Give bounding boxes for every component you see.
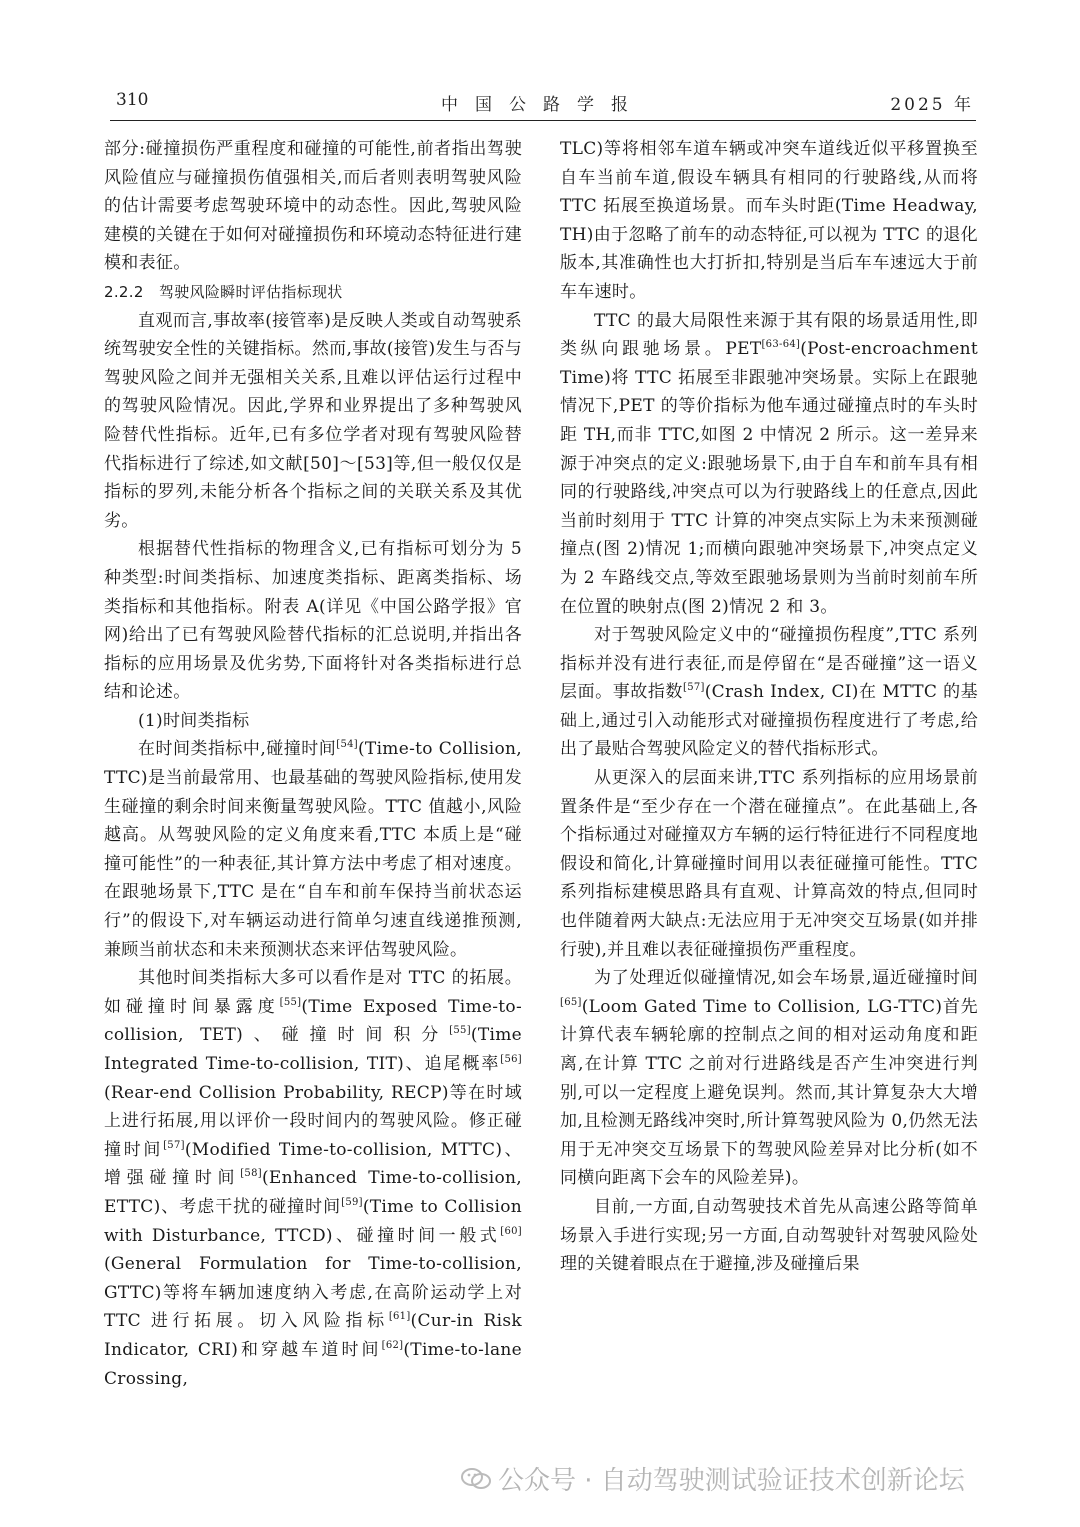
paragraph-continued bbox=[560, 135, 978, 307]
text-run: 为了处理近似碰撞情况,如会车场景,逼近碰撞时间 bbox=[594, 968, 978, 989]
text-run: 从更深入的层面来讲,TTC 系列指标的应用场景前置条件是“至少存在一个潜在碰撞点”。在此基础上,各个指标通过对碰撞双方车辆的运行特征进行不同程度地假设和简化,计算碰撞时间用以表征碰撞可能性。TTC 系列指标建模思路具有直观、计算高效的特点,但同时也伴随着两大缺点:无法应用于无冲突交互场景(如并排行驶),并且难以表征碰撞损伤严重程度。 bbox=[560, 768, 978, 960]
text-run: 其他时间类指标大多可以看作是对 TTC 的拓展。如碰撞时间暴露度 bbox=[104, 968, 522, 1017]
text-run: TLC)等将相邻车道车辆或冲突车道线近似平移置换至自车当前车道,假设车辆具有相同的行驶路线,从而将 TTC 拓展至换道场景。而车头时距(Time Headway, TH)由于忽略了前车的动态特征,可以视为 TTC 的退化版本,其准确性也大打折扣,特别是当后车车速远大于前车车速时。 bbox=[560, 139, 978, 302]
wechat-icon bbox=[460, 1466, 492, 1492]
paragraph bbox=[560, 1193, 978, 1279]
watermark-text: 公众号 · 自动驾驶测试验证技术创新论坛 bbox=[498, 1466, 965, 1496]
text-run: (Time-to Collision, TTC)是当前最常用、也最基础的驾驶风险指标,使用发生碰撞的剩余时间来衡量驾驶风险。TTC 值越小,风险越高。从驾驶风险的定义角度来看,TTC 本质上是“碰撞可能性”的一种表征,其计算方法中考虑了相对速度。在跟驰场景下,TTC 是在“自车和前车保持当前状态运行”的假设下,对车辆运动进行简单匀速直线递推预测,兼顾当前状态和未来预测状态来评估驾驶风险。 bbox=[104, 739, 522, 960]
text-run: (Post-encroachment Time)将 TTC 拓展至非跟驰冲突场景。实际上在跟驰情况下,PET 的等价指标为他车通过碰撞点时的车头时距 TH,而非 TTC,如图 2 中情况 2 所示。这一差异来源于冲突点的定义:跟驰场景下,由于自车和前车具有相同的行驶路线,冲突点可以为行驶路线上的任意点,因此当前时刻用于 TTC 计算的冲突点实际上为未来预测碰撞点(图 2)情况 1;而横向跟驰冲突场景下,冲突点定义为 2 车路线交点,等效至跟驰场景则为当前时刻前车所在位置的映射点(图 2)情况 2 和 3。 bbox=[560, 339, 978, 617]
text-run: (General Formulation for Time-to-collision, GTTC)等将车辆加速度纳入考虑,在高阶运动学上对 TTC 进行拓展。切入风险指标 bbox=[104, 1254, 522, 1332]
text-run: (Enhanced Time-to-collision, ETTC)、考虑干扰的碰撞时间 bbox=[104, 1168, 522, 1217]
text-run: 部分:碰撞损伤严重程度和碰撞的可能性,前者指出驾驶风险值应与碰撞损伤值强相关,而后者则表明驾驶风险的估计需要考虑驾驶环境中的动态性。因此,驾驶风险建模的关键在于如何对碰撞损伤和环境动态特征进行建模和表征。 bbox=[104, 139, 522, 274]
citation-ref: [57] bbox=[683, 682, 705, 694]
citation-ref: [55] bbox=[449, 1025, 471, 1037]
citation-ref: [58] bbox=[240, 1168, 262, 1180]
citation-ref: [55] bbox=[279, 996, 302, 1008]
text-run: (Cur-in Risk Indicator, CRI)和穿越车道时间 bbox=[104, 1311, 522, 1360]
text-run: (Time to Collision with Disturbance, TTCD)、碰撞时间一般式 bbox=[104, 1196, 522, 1246]
text-run: TTC 的最大局限性来源于其有限的场景适用性,即类纵向跟驰场景。PET bbox=[560, 310, 978, 360]
left-text-column bbox=[104, 135, 522, 1393]
citation-ref: [62] bbox=[381, 1339, 404, 1351]
text-run: 对于驾驶风险定义中的“碰撞损伤程度”,TTC 系列指标并没有进行表征,而是停留在“是否碰撞”这一语义层面。事故指数 bbox=[560, 625, 978, 703]
subsection-heading bbox=[104, 707, 522, 736]
citation-ref: [54] bbox=[336, 739, 358, 751]
text-run: 目前,一方面,自动驾驶技术首先从高速公路等简单场景入手进行实现;另一方面,自动驾驶针对驾驶风险处理的关键着眼点在于避撞,涉及碰撞后果 bbox=[560, 1196, 978, 1275]
section-heading bbox=[104, 278, 522, 307]
text-run: (Modified Time-to-collision, MTTC)、增强碰撞时间 bbox=[104, 1139, 522, 1189]
citation-ref: [61] bbox=[388, 1311, 411, 1323]
citation-ref: [57] bbox=[163, 1139, 185, 1151]
paragraph bbox=[104, 964, 522, 1393]
journal-title: 中国公路学报 bbox=[441, 95, 645, 115]
text-run: (Loom Gated Time to Collision, LG-TTC)首先计算代表车辆轮廓的控制点之间的相对运动角度和距离,在计算 TTC 之前对行进路线是否产生冲突进行判别,可以一定程度上避免误判。然而,其计算复杂大大增加,且检测无路线冲突时,所计算驾驶风险为 0,仍然无法用于无冲突交互场景下的驾驶风险差异对比分析(如不同横向距离下会车的风险差异)。 bbox=[560, 996, 978, 1189]
text-run: 2.2.2 驾驶风险瞬时评估指标现状 bbox=[104, 282, 343, 301]
text-run: (1)时间类指标 bbox=[138, 710, 250, 731]
paragraph bbox=[104, 307, 522, 536]
paragraph-continued bbox=[104, 135, 522, 278]
citation-ref: [56] bbox=[500, 1054, 522, 1065]
publication-year: 2025 年 bbox=[890, 95, 974, 115]
text-run: (Rear-end Collision Probability, RECP)等在时域上进行拓展,用以评价一段时间内的驾驶风险。修正碰撞时间 bbox=[104, 1082, 522, 1160]
wechat-watermark bbox=[460, 1460, 1060, 1500]
citation-ref: [59] bbox=[341, 1196, 363, 1208]
paragraph bbox=[104, 535, 522, 707]
citation-ref: [63-64] bbox=[761, 339, 801, 351]
text-run: 根据替代性指标的物理含义,已有指标可划分为 5 种类型:时间类指标、加速度类指标、距离类指标、场类指标和其他指标。附表 A(详见《中国公路学报》官网)给出了已有驾驶风险替代指标的汇总说明,并指出各指标的应用场景及优劣势,下面将针对各类指标进行总结和论述。 bbox=[104, 539, 522, 703]
citation-ref: [60] bbox=[500, 1225, 522, 1237]
citation-ref: [65] bbox=[560, 996, 582, 1008]
text-run: (Time Exposed Time-to-collision, TET)、碰撞时间积分 bbox=[104, 996, 522, 1046]
paragraph bbox=[560, 764, 978, 964]
paragraph bbox=[560, 964, 978, 1193]
text-run: 在时间类指标中,碰撞时间 bbox=[138, 739, 337, 760]
right-text-column bbox=[560, 135, 978, 1279]
running-header bbox=[110, 86, 976, 121]
text-run: (Crash Index, CI)在 MTTC 的基础上,通过引入动能形式对碰撞损伤程度进行了考虑,给出了最贴合驾驶风险定义的替代指标形式。 bbox=[560, 682, 978, 760]
text-run: 直观而言,事故率(接管率)是反映人类或自动驾驶系统驾驶安全性的关键指标。然而,事故(接管)发生与否与驾驶风险之间并无强相关关系,且难以评估运行过程中的驾驶风险情况。因此,学界和业界提出了多种驾驶风险替代性指标。近年,已有多位学者对现有驾驶风险替代指标进行了综述,如文献[50]～[53]等,但一般仅仅是指标的罗列,未能分析各个指标之间的关联关系及其优劣。 bbox=[104, 310, 522, 531]
page-number: 310 bbox=[116, 90, 149, 110]
paragraph bbox=[560, 621, 978, 764]
paragraph bbox=[560, 307, 978, 622]
paragraph bbox=[104, 735, 522, 964]
text-run: (Time Integrated Time-to-collision, TIT)、追尾概率 bbox=[104, 1025, 522, 1074]
text-run: (Time-to-lane Crossing, bbox=[104, 1339, 522, 1389]
